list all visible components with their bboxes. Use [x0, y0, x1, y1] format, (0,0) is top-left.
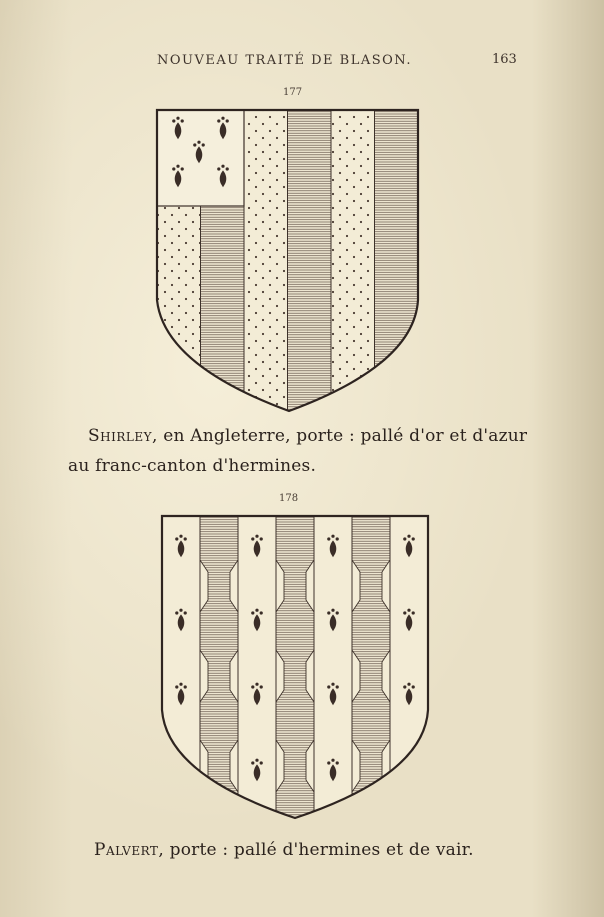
figure-178-caption-name: Palvert	[94, 840, 159, 860]
figure-177-caption-name: Shirley	[88, 426, 153, 446]
figure-177-number: 177	[283, 87, 303, 98]
shield-178-icon	[162, 516, 428, 826]
page-number: 163	[492, 52, 517, 67]
figure-178-number: 178	[279, 493, 299, 504]
shield-177-icon	[157, 110, 418, 420]
figure-177-caption-line2: au franc-canton d'hermines.	[68, 456, 317, 476]
figure-177-caption-text: , en Angleterre, porte : pallé d'or et d'azur	[152, 426, 528, 446]
running-head: NOUVEAU TRAITÉ DE BLASON.	[157, 53, 412, 68]
figure-178-caption-text: , porte : pallé d'hermines et de vair.	[158, 840, 474, 860]
figure-177-caption-line1	[88, 426, 527, 446]
figure-178-caption	[94, 840, 474, 860]
